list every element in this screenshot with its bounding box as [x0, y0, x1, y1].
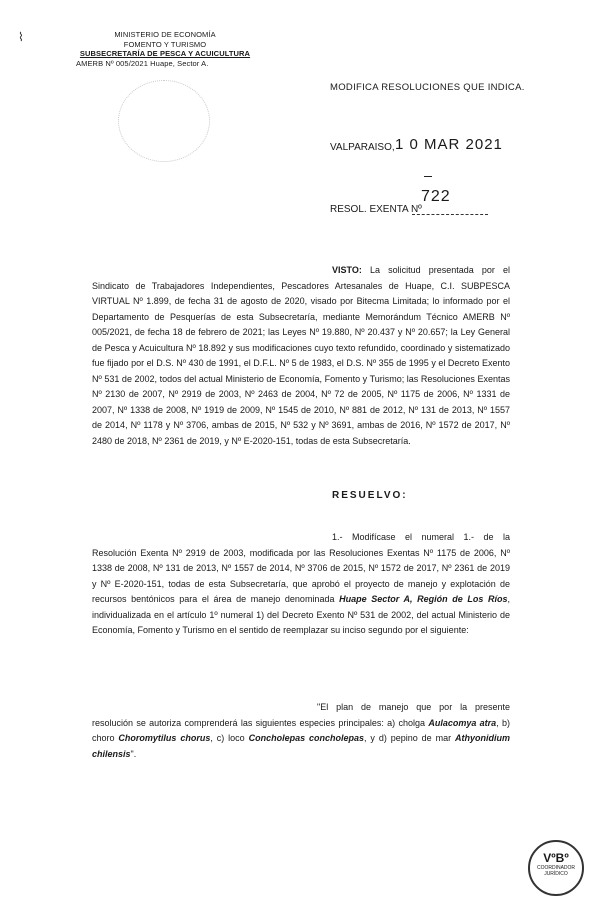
- item1-text-b: , individualizada en el artículo 1º numeral 1) del Decreto Exento Nº 531 de 2002, del actual Ministerio de Economía, Fomento y Turismo en el sentido de reemplazar su inciso segundo por el siguiente:: [92, 594, 510, 635]
- number-dash-mark: [424, 176, 432, 177]
- quote-text-a: "El plan de manejo que por la presente resolución se autoriza comprenderá las siguientes especies principales: a) cholga: [92, 702, 510, 728]
- species-1: Aulacomya atra: [428, 717, 497, 728]
- resuelvo-heading: RESUELVO:: [332, 490, 408, 501]
- visto-paragraph: [92, 263, 510, 449]
- letterhead-subsecretaria: SUBSECRETARÍA DE PESCA Y ACUICULTURA: [79, 49, 251, 58]
- letterhead-ministry-sub: FOMENTO Y TURISMO: [123, 39, 207, 49]
- date-stamp: 1 0 MAR 2021: [395, 136, 503, 153]
- document-title: MODIFICA RESOLUCIONES QUE INDICA.: [330, 82, 525, 93]
- quote-text-b: , b) choro: [92, 717, 510, 743]
- species-4: Athyonidium chilensis: [92, 733, 510, 759]
- resolution-label: RESOL. EXENTA Nº: [330, 204, 422, 215]
- quote-paragraph: [92, 700, 510, 762]
- species-2: Choromytilus chorus: [118, 733, 211, 743]
- vobo-stamp: [528, 840, 584, 896]
- vobo-title: VºBº: [543, 851, 569, 865]
- letterhead: [70, 30, 260, 68]
- visto-text: La solicitud presentada por el Sindicato de Trabajadores Independientes, Pescadores Artesanales de Huape, C.I. SUBPESCA VIRTUAL Nº 1.899, de fecha 31 de agosto de 2020, visado por Bitecma Limitada; lo informado por el Departamento de Pesquerías de esta Subsecretaría, mediante Memorándum Técnico AMERB Nº 005/2021, de fecha 18 de febrero de 2021; las Leyes Nº 19.880, Nº 20.437 y Nº 20.657; la Ley General de Pesca y Acuicultura Nº 18.892 y sus modificaciones cuyo texto refundido, coordinado y sistematizado fue fijado por el D.S. Nº 430 de 1991, el D.F.L. Nº 5 de 1983, el D.S. Nº 355 de 1995 y el Decreto Exento Nº 531 de 2002, todos del actual Ministerio de Economía, Fomento y Turismo; las Resoluciones Exentas Nº 2130 de 2007, Nº 2919 de 2003, Nº 2463 de 2004, Nº 72 de 2005, Nº 1175 de 2006, Nº 1331 de 2007, Nº 1338 de 2008, Nº 1919 de 2009, Nº 1545 de 2010, Nº 881 de 2012, Nº 131 de 2013, Nº 1557 de 2014, Nº 1178 y Nº 3706, ambas de 2015, Nº 532 y Nº 3691, ambas de 2016, Nº 1572 de 2017, Nº 2480 de 2018, Nº 2361 de 2019, y Nº E-2020-151, todas de esta Subsecretaría.: [92, 265, 510, 446]
- quote-text-e: ".: [130, 748, 137, 759]
- item1-text-a: 1.- Modifícase el numeral 1.- de la Resolución Exenta Nº 2919 de 2003, modificada por las Resoluciones Exentas Nº 1175 de 2006, Nº 1338 de 2008, Nº 131 de 2013, Nº 1557 de 2014, Nº 3706 de 2015, Nº 1572 de 2017, Nº 2361 de 2019 y Nº E-2020-151, todas de esta Subsecretaría, que aprobó el proyecto de manejo y explotación de recursos bentónicos para el área de manejo denominada: [92, 532, 510, 604]
- letterhead-ministry: MINISTERIO DE ECONOMÍA: [114, 30, 216, 39]
- visto-label: VISTO:: [332, 265, 362, 275]
- faint-stamp-seal: [118, 80, 210, 162]
- margin-initials: ⌇: [18, 30, 24, 44]
- resolution-number-line: [412, 214, 488, 215]
- vobo-role-line2: JURÍDICO: [544, 871, 568, 877]
- quote-text-d: , y d) pepino de mar: [364, 733, 455, 743]
- item1-paragraph: [92, 530, 510, 639]
- quote-text-c: , c) loco: [210, 733, 249, 743]
- letterhead-reference: AMERB Nº 005/2021 Huape, Sector A.: [76, 58, 209, 68]
- area-name: Huape Sector A, Región de Los Ríos: [339, 594, 508, 604]
- vobo-role-line1: COORDINADOR: [536, 865, 576, 871]
- species-3: Concholepas concholepas: [248, 733, 365, 743]
- resolution-number: 722: [421, 188, 451, 205]
- place-label: VALPARAISO,: [330, 142, 395, 153]
